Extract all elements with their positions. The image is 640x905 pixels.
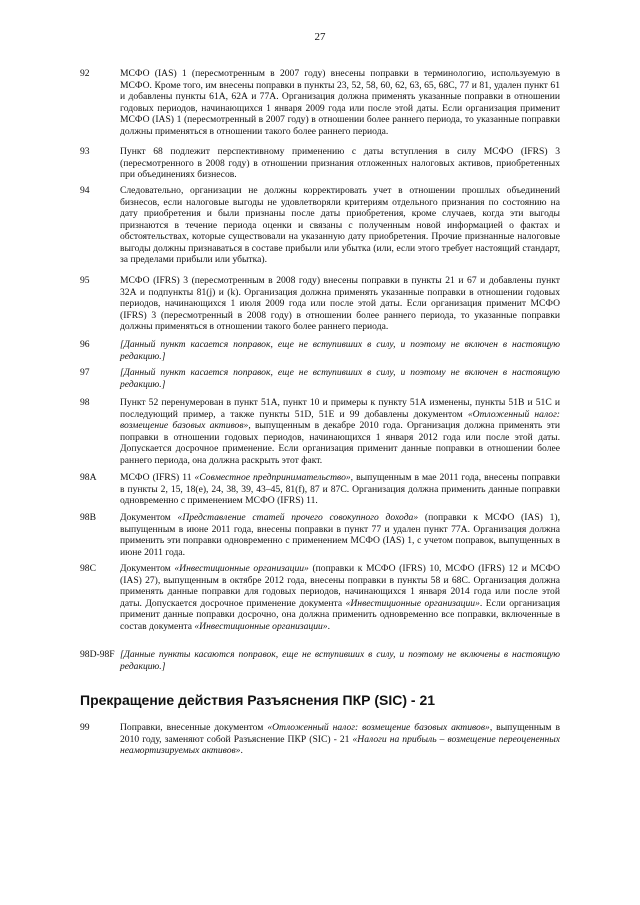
- paragraph-94: [80, 185, 560, 266]
- paragraph-92: [80, 68, 560, 137]
- paragraph-text: Пункт 68 подлежит перспективному применению с даты вступления в силу МСФО (IFRS) 3 (пересмотренного в 2008 году) в отношении признания отложенных налоговых активов, приобретенных при объединениях бизнесов.: [120, 146, 560, 180]
- paragraph-text: МСФО (IFRS) 3 (пересмотренным в 2008 году) внесены поправки в пункты 21 и 67 и добавлены пункт 32А и подпункты 81(j) и (k). Организация должна применять указанные поправки в отношении годовых периодов, начинающихся 1 июля 2009 года или после этой даты. Если организация применит МСФО (IFRS) 3 (пересмотренный в 2008 году) в отношении более раннего периода, то указанные поправки должны применяться в отношении такого более раннего периода.: [120, 275, 560, 332]
- paragraph-99: [80, 722, 560, 757]
- paragraph-98c: [80, 563, 560, 632]
- paragraph-number: 99: [80, 722, 90, 733]
- paragraph-text: Документом «Представление статей прочего совокупного дохода» (поправки к МСФО (IAS) 1), выпущенным в июне 2011 года, внесены поправки в пункт 77 и удален пункт 77А. Организация должна применить эти поправки одновременно с применением МСФО (IAS) 1, с учетом поправок, выпущенных в июне 2011 года.: [120, 512, 560, 558]
- paragraph-number: 95: [80, 275, 90, 286]
- section-heading: Прекращение действия Разъяснения ПКР (SIC) - 21: [80, 692, 436, 708]
- paragraph-number: 94: [80, 185, 90, 196]
- page-number: 27: [314, 31, 326, 43]
- paragraph-98d-98f: [80, 649, 560, 672]
- paragraph-number: 97: [80, 367, 90, 378]
- paragraph-text: Пункт 52 перенумерован в пункт 51А, пункт 10 и примеры к пункту 51А изменены, пункты 51В и 51С и последующий пример, а также пункты 51D, 51Е и 99 добавлены документом «Отложенный налог: возмещение базовых активов», выпущенным в декабре 2010 года. Организация должна применять эти поправки в отношении годовых периодов, начинающихся 1 января 2012 года или после этой даты. Допускается досрочное применение. Если организация применит данные поправки в отношении более раннего периода, она должна раскрыть этот факт.: [120, 397, 561, 466]
- paragraph-98b: [80, 512, 560, 558]
- paragraph-98a: [80, 472, 560, 507]
- paragraph-number: 93: [80, 146, 90, 157]
- paragraph-text: МСФО (IAS) 1 (пересмотренным в 2007 году) внесены поправки в терминологию, используемую в МСФО. Кроме того, им внесены поправки в пункты 23, 52, 58, 60, 62, 63, 65, 68С, 77 и 81, удален пункт 61 и добавлены пункты 61А, 62А и 77А. Организация должна применять указанные поправки в отношении годовых периодов, начинающихся 1 января 2009 года или после этой даты. Если организация применит МСФО (IAS) 1 (пересмотренный в 2007 году) в отношении более раннего периода, то указанные поправки должны применяться в отношении такого более раннего периода.: [120, 68, 560, 137]
- paragraph-text: [Данный пункт касается поправок, еще не вступивших в силу, и поэтому не включен в настоящую редакцию.]: [120, 367, 560, 390]
- paragraph-text: Поправки, внесенные документом «Отложенный налог: возмещение базовых активов», выпущенным в 2010 году, заменяют собой Разъяснение ПКР (SIC) - 21 «Налоги на прибыль – возмещение переоцененных неамортизируемых активов».: [120, 722, 561, 756]
- paragraph-text: Документом «Инвестиционные организации» (поправки к МСФО (IFRS) 10, МСФО (IFRS) 12 и МСФО (IAS) 27), выпущенным в октябре 2012 года, внесены поправки в пункты 58 и 68С. Организация должна применять данные поправки для годовых периодов, начинающихся 1 января 2014 года или после этой даты. Допускается досрочное применение документа «Инвестиционные организации». Если организация применит данные поправки досрочно, она должна применить одновременно все поправки, включенные в состав документа «Инвестиционные организации».: [120, 563, 560, 632]
- paragraph-number: 98: [80, 397, 90, 408]
- paragraph-number: 98D-98F: [80, 649, 115, 660]
- paragraph-number: 98А: [80, 472, 97, 483]
- paragraph-text: [Данный пункт касается поправок, еще не вступивших в силу, и поэтому не включен в настоящую редакцию.]: [120, 339, 560, 362]
- paragraph-number: 96: [80, 339, 90, 350]
- paragraph-text: [Данные пункты касаются поправок, еще не вступивших в силу, и поэтому не включены в настоящую редакцию.]: [120, 649, 560, 672]
- paragraph-97: [80, 367, 560, 390]
- paragraph-text: Следовательно, организации не должны корректировать учет в отношении прошлых объединений бизнесов, если налоговые выгоды не удовлетворяли критериям отдельного признания по состоянию на дату приобретения и были признаны после даты приобретения, кроме случаев, когда эти выгоды признаются в течение периода оценки и связаны с полученным новой информацией о фактах и обстоятельствах, которые существовали на указанную дату приобретения. Прочие признанные налоговые выгоды должны признаваться в составе прибыли или убытка (или, если этого требует настоящий стандарт, за пределами прибыли или убытка).: [120, 185, 560, 265]
- paragraph-number: 98В: [80, 512, 96, 523]
- paragraph-98: [80, 397, 560, 466]
- paragraph-93: [80, 146, 560, 181]
- paragraph-number: 98С: [80, 563, 96, 574]
- paragraph-95: [80, 275, 560, 333]
- paragraph-number: 92: [80, 68, 90, 79]
- paragraph-96: [80, 339, 560, 362]
- paragraph-text: МСФО (IFRS) 11 «Совместное предпринимательство», выпущенным в мае 2011 года, внесены поправки в пункты 2, 15, 18(е), 24, 38, 39, 43–45, 81(f), 87 и 87С. Организация должна применить данные поправки одновременно с применением МСФО (IFRS) 11.: [120, 472, 560, 506]
